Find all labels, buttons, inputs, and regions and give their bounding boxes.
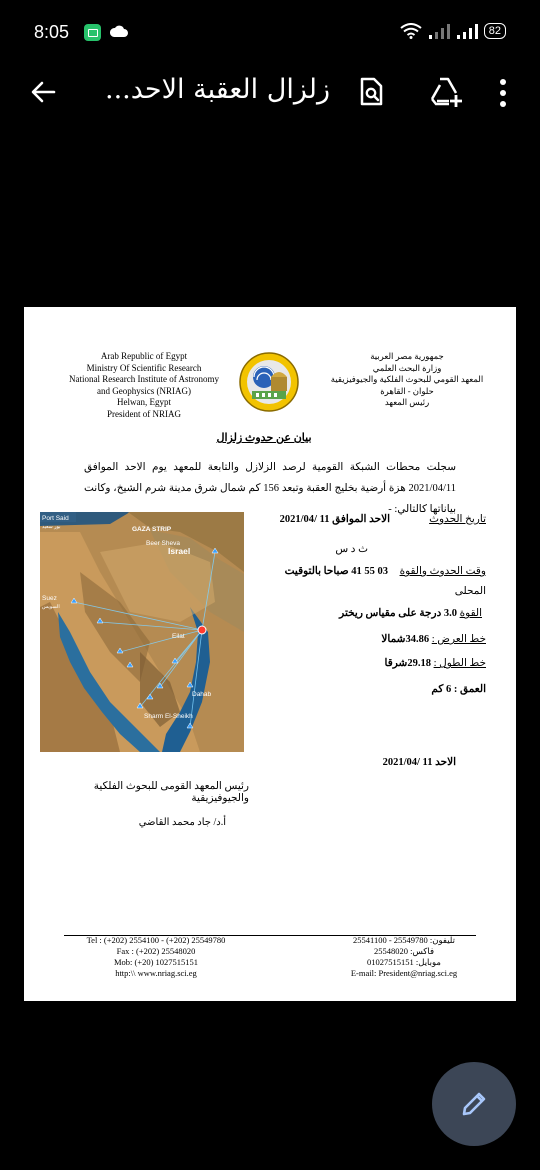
letterhead-line: رئيس المعهد <box>384 397 430 407</box>
map-label-eilat: Eilat <box>172 633 185 640</box>
letterhead-line: National Research Institute of Astronomy <box>69 374 219 384</box>
footer-line: Fax : (+202) 25548020 <box>116 946 196 956</box>
footer-line: تليفون: 25549780 - 25541100 <box>353 935 455 945</box>
date-value-text: الاحد الموافق 11 /2021/04 <box>279 514 390 525</box>
cloud-icon <box>110 25 128 38</box>
find-in-page-icon[interactable] <box>356 76 386 108</box>
letterhead-english <box>54 351 234 420</box>
map-label-suez: Suez <box>42 595 57 602</box>
letterhead-line: جمهورية مصر العربية <box>370 351 444 361</box>
letterhead-line: Helwan, Egypt <box>117 397 171 407</box>
edit-pencil-icon <box>460 1090 488 1118</box>
letterhead-line: President of NRIAG <box>107 408 181 419</box>
longitude-row <box>385 657 486 669</box>
magnitude-value: 3.0 درجة على مقياس ريختر <box>339 608 458 619</box>
status-right <box>400 23 506 39</box>
edit-button[interactable] <box>432 1062 516 1146</box>
latitude-value: 34.86شمالا <box>381 634 430 645</box>
date-label-text: تاريخ الحدوث <box>429 514 486 525</box>
letterhead-line: حلوان - القاهرة <box>380 385 434 396</box>
time-units: ث د س <box>335 544 368 555</box>
footer-contact-english <box>66 935 246 979</box>
date-value <box>280 513 390 525</box>
app-bar <box>0 64 540 124</box>
epicenter-map <box>40 512 244 752</box>
add-to-drive-icon[interactable] <box>428 76 464 108</box>
signed-date-text: الاحد 11 /2021/04 <box>382 757 456 768</box>
map-label-suez-ar: السويس <box>42 604 60 610</box>
magnitude-label: القوة <box>459 608 482 619</box>
more-vert-icon[interactable] <box>498 78 508 108</box>
signal-icon-1 <box>428 23 450 39</box>
time-local: المحلى <box>454 586 486 597</box>
depth-label: العمق : <box>453 684 486 695</box>
magnitude-row <box>339 607 482 619</box>
status-time: 8:05 <box>34 22 70 42</box>
letterhead-arabic <box>322 351 492 409</box>
letterhead-line: المعهد القومي للبحوث الفلكية والجيوفيزيقية <box>330 374 484 384</box>
footer-line: Tel : (+202) 2554100 - (+202) 25549780 <box>86 935 226 945</box>
time-label <box>400 565 486 577</box>
footer-contact-arabic <box>324 935 484 979</box>
map-label-port-said-ar: بور سعيد <box>42 524 61 530</box>
signatory-name: أ.د/ جاد محمد القاضي <box>138 817 226 828</box>
statement-heading: بيان عن حدوث زلزال <box>216 432 312 444</box>
latitude-row <box>381 633 486 645</box>
map-label-israel: Israel <box>168 546 191 556</box>
letterhead-line: and Geophysics (NRIAG) <box>97 385 191 396</box>
map-label-gaza: GAZA STRIP <box>132 526 172 533</box>
letterhead-line: Ministry Of Scientific Research <box>86 362 202 373</box>
map-label-dahab: Dahab <box>192 691 212 698</box>
longitude-label: خط الطول : <box>433 658 486 669</box>
footer-line: Mob: (+20) 1027515151 <box>113 957 199 967</box>
time-value-text: 03 55 41 صباحا بالتوقيت <box>284 566 388 577</box>
date-label <box>429 513 486 525</box>
status-bar <box>0 0 540 64</box>
time-label-text: وقت الحدوث والقوة <box>399 566 486 577</box>
map-label-sharm: Sharm El-Sheikh <box>144 713 193 720</box>
signal-icon-2 <box>456 23 478 39</box>
wifi-icon <box>400 23 422 39</box>
footer-line: فاكس: 25548020 <box>373 946 435 956</box>
letterhead-line: Arab Republic of Egypt <box>100 351 188 361</box>
document-page[interactable] <box>24 307 516 1001</box>
map-label-beer-sheva: Beer Sheva <box>146 540 180 547</box>
depth-value: 6 كم <box>431 684 452 695</box>
footer-line: موبايل: 01027515151 <box>367 957 441 967</box>
nriag-logo <box>238 351 300 413</box>
signed-date <box>383 756 456 768</box>
battery-indicator: 82 <box>484 23 506 39</box>
message-app-icon <box>84 24 101 41</box>
document-title: زلزال العقبة الاحد... <box>105 74 330 105</box>
statement-intro: سجلت محطات الشبكة القومية لرصد الزلازل والتابعة للمعهد يوم الاحد الموافق 2021/04/11 هزة أرضية بخليج العقبة وتبعد 156 كم شمال شرق مدينة شرم الشيخ، وكانت بياناتها كالتالي: - <box>84 462 456 515</box>
back-arrow-icon[interactable] <box>28 76 60 108</box>
footer-line: E-mail: President@nriag.sci.eg <box>350 968 458 978</box>
longitude-value: 29.18شرقا <box>384 658 431 669</box>
signatory-title: رئيس المعهد القومى للبحوث الفلكية والجيوفيزيقية <box>93 781 249 804</box>
time-value <box>285 565 388 577</box>
letterhead-line: وزارة البحث العلمي <box>372 362 442 373</box>
depth-row <box>431 683 486 695</box>
latitude-label: خط العرض : <box>431 634 486 645</box>
footer-line: http:\\ www.nriag.sci.eg <box>115 968 197 978</box>
map-label-port-said: Port Said <box>42 515 69 522</box>
